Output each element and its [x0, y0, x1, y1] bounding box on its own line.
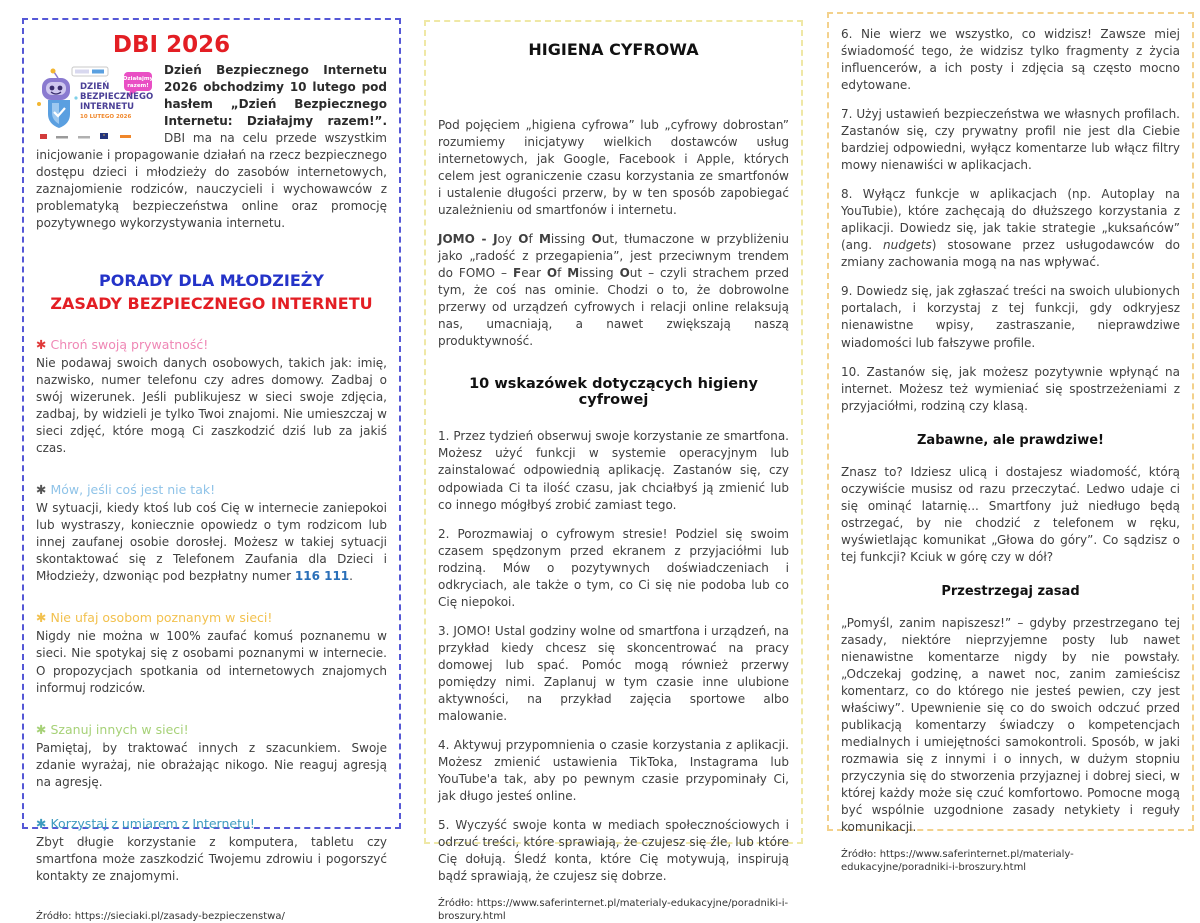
dbi-title: DBI 2026 [112, 32, 231, 58]
digital-hygiene-paragraph-1: Pod pojęciem „higiena cyfrowa” lub „cyfrowy dobrostan” rozumiemy inicjatywy wielkich dostawców usług internetowych, jak Google, Facebook i Apple, których celem jest ograniczenie czasu korzystania ze smartfonów i ustalenie długości przerw, by w ten sposób zapobiegać uzależnieniu od smartfonów i internetu. [438, 118, 789, 218]
rule-section-respect [36, 722, 387, 803]
rule-section-title [36, 482, 387, 497]
rule-title-text: Chroń swoją prywatność! [50, 337, 209, 353]
logo-ribbon-mark [75, 70, 89, 74]
middle-panel [424, 20, 803, 923]
intro-bold-text: Dzień Bezpiecznego Internetu 2026 obchodzimy 10 lutego pod hasłem „Dzień Bezpiecznego Internetu: Działajmy razem!”. [164, 63, 387, 129]
tip-item-8: 8. Wyłącz funkcje w aplikacjach (np. Autoplay na YouTubie), które zachęcają do dłuższego korzystania z aplikacji. Dowiedz się, jak takie strategie „kuksańców” (ang. nudgets) stosowane przez usługodawców do zmiany zachowania mogą na nas wpływać. [841, 187, 1180, 270]
source-link-saferinternet: Źródło: https://www.saferinternet.pl/materialy-edukacyjne/poradniki-i-broszury.html [438, 898, 789, 923]
funny-but-true-paragraph: Znasz to? Idziesz ulicą i dostajesz wiadomość, którą oczywiście musisz od razu przeczytać. Ledwo udaje ci się ominąć latarnię... Smartfony już niedługo będą ostrzegać, by nie chodzić z telefonem w ręku, wyświetlając komunikat „Głowa do góry”. Co sądzisz o tej funkcji? Kciuk w górę czy w dół? [841, 464, 1180, 564]
left-panel [22, 18, 401, 922]
follow-rules-heading: Przestrzegaj zasad [941, 583, 1080, 599]
intro-rest-text: DBI ma na celu przede wszystkim inicjowanie i propagowanie działań na rzecz bezpiecznego dostępu dzieci i młodzieży do zasobów internetowych, zaznajomienie rodziców, nauczycieli i wychowawców z problematyką bezpieczeństwa online oraz promocję pozytywnego wykorzystywania internetu. [36, 131, 387, 231]
rule-section-speak-up [36, 482, 387, 597]
tip-item-1: 1. Przez tydzień obserwuj swoje korzystanie ze smartfona. Możesz użyć funkcji w systemie operacyjnym lub zainstalować odpowiednią aplikację. Zastanów się, czy odpowiada Ci ta ilość czasu, jak chciałbyś ją zmienić lub co innego mógłbyś zrobić zamiast tego. [438, 429, 789, 512]
svg-text:BEZPIECZNEGO: BEZPIECZNEGO [80, 92, 154, 102]
dbi-intro-paragraph [36, 62, 387, 232]
porady-heading [36, 270, 387, 315]
rule-body-after-phone: . [349, 569, 353, 584]
funny-but-true-heading: Zabawne, ale prawdziwe! [917, 432, 1104, 448]
rule-section-moderation [36, 816, 387, 897]
asterisk-icon: ✱ [36, 610, 47, 626]
rule-body-before-phone: W sytuacji, kiedy ktoś lub coś Cię w internecie zaniepokoi lub wystraszy, koniecznie opowiedz o tym rodzicom lub innej zaufanej osobie dorosłej. Możesz w takiej sytuacji skontaktować się z Telefonem Zaufania dla Dzieci i Młodzieży, dzwoniąc pod bezpłatny numer [36, 501, 387, 584]
source-link-saferinternet-2: Źródło: https://www.saferinternet.pl/materialy-edukacyjne/poradniki-i-broszury.html [841, 849, 1074, 874]
source-link-sieciaki: Źródło: https://sieciaki.pl/zasady-bezpieczenstwa/ [36, 910, 285, 922]
rule-section-title [36, 337, 387, 352]
rule-body-text [36, 500, 387, 585]
rule-section-title [36, 722, 387, 737]
jomo-fomo-paragraph: JOMO - Joy Of Missing Out, tłumaczone w przybliżeniu jako „radość z przegapienia”, jest przeciwnym trendem do FOMO – Fear Of Missing Out – czyli strachem przed tym, że coś nas ominie. Chodzi o to, że dobrowolne przerwy od urządzeń cyfrowych i relacji online relaksują nas, umacniają, a nawet zwiększają naszą produktywność. [438, 232, 790, 349]
follow-rules-paragraph: „Pomyśl, zanim napiszesz!” – gdyby przestrzegano tej zasady, niektóre nieprzyjemne posty lub nawet nienawistne komentarze nigdy by nie powstały. „Odczekaj godzinę, a nawet noc, zanim zamieścisz komentarz, co do którego nie jesteś pewien, czy jest właściwy”. Upewnienie się co do swoich odczuć przed publikacją komentarzy świadczy o kompetencjach medialnych i umiejętności samokontroli. Sposób, w jaki rozmawia się z innymi i o innych, w dużym stopniu przyczynia się do stworzenia przyjaznej i dobrej sieci, w której każdy może się czuć komfortowo. Pomocne mogą być wspólnie uzgodnione zasady netykiety i reguły komunikacji. [841, 615, 1180, 835]
helpline-number: 116 111 [294, 569, 350, 584]
rule-body-text: Nie podawaj swoich danych osobowych, takich jak: imię, nazwisko, numer telefonu czy adres domowy. Zadbaj o swój wizerunek. Jeśli publikujesz w sieci swoje zdjęcia, zadbaj, by widzieli je tylko Twoi znajomi. Nie umieszczaj w sieci zdjęć, które mogą Ci zaszkodzić dziś lub za jakiś czas. [36, 356, 387, 456]
tip-item-6: 6. Nie wierz we wszystko, co widzisz! Zawsze miej świadomość tego, że widzisz tylko fragmenty z życia influencerów, a ich posty i zdjęcia są często mocno edytowane. [841, 27, 1180, 93]
shield-icon [48, 100, 70, 128]
svg-text:razem!: razem! [127, 83, 149, 89]
dbi-logo [36, 64, 156, 144]
rule-section-strangers [36, 610, 387, 708]
tip-item-4: 4. Aktywuj przypomnienia o czasie korzystania z aplikacji. Możesz zmienić ustawienia TikToka, Instagrama lub YouTube'a tak, aby po pewnym czasie przypominały Ci, jak długo jesteś online. [438, 737, 789, 803]
porady-heading-line2: ZASADY BEZPIECZNEGO INTERNETU [50, 293, 373, 313]
rule-title-text: Mów, jeśli coś jest nie tak! [50, 482, 216, 498]
tip-item-5: 5. Wyczyść swoje konta w mediach społecznościowych i odrzuć treści, które sprawiają, że czujesz się źle, lub które Cię dołują. Śledź konta, które Cię motywują, inspirują bądź sprawiają, że czujesz się dobrze. [438, 818, 789, 884]
partner-logos-strip [40, 133, 131, 139]
svg-text:10 LUTEGO 2026: 10 LUTEGO 2026 [80, 114, 132, 120]
rule-title-text: Szanuj innych w sieci! [50, 721, 189, 737]
rule-body-text: Pamiętaj, by traktować innych z szacunkiem. Swoje zdanie wyrażaj, nie obrażając nikogo. Nie reaguj agresją na agresję. [36, 740, 387, 789]
rule-section-privacy [36, 337, 387, 469]
asterisk-icon: ✱ [36, 721, 47, 737]
asterisk-icon: ✱ [36, 337, 47, 353]
asterisk-icon: ✱ [36, 815, 47, 831]
ten-tips-subheading: 10 wskazówek dotyczących higieny cyfrowej [469, 376, 758, 409]
rule-title-text: Nie ufaj osobom poznanym w sieci! [50, 610, 273, 626]
asterisk-icon: ✱ [36, 482, 47, 498]
tip-item-2: 2. Porozmawiaj o cyfrowym stresie! Podziel się swoim czasem spędzonym przed ekranem z przyjaciółmi lub rodziną. Mów o pozytywnych doświadczeniach i odkryciach, ale także o tym, co Ci się nie podoba lub co Cię niepokoi. [438, 526, 789, 609]
svg-text:DZIEŃ: DZIEŃ [80, 82, 110, 92]
svg-text:INTERNETU: INTERNETU [80, 102, 135, 112]
rule-body-text: Nigdy nie można w 100% zaufać komuś poznanemu w sieci. Nie spotykaj się z osobami poznanymi w internecie. O propozycjach spotkania od internetowych znajomych informuj rodziców. [36, 629, 387, 695]
rule-section-title [36, 610, 387, 625]
rule-section-title [36, 816, 387, 831]
right-panel [827, 12, 1194, 874]
svg-text:Działajmy: Działajmy [122, 76, 154, 82]
tip-item-10: 10. Zastanów się, jak możesz pozytywnie wpłynąć na internet. Możesz też wymieniać się spostrzeżeniami z przyjaciółmi, rodziną czy klasą. [841, 364, 1180, 413]
logo-ribbon-mark2 [92, 70, 104, 74]
rule-body-text: Zbyt długie korzystanie z komputera, tabletu czy smartfona może zaszkodzić Twojemu zdrowiu i pogorszyć kontakty ze znajomymi. [36, 834, 387, 883]
digital-hygiene-title: HIGIENA CYFROWA [528, 40, 699, 59]
porady-heading-line1: PORADY DLA MŁODZIEŻY [99, 271, 324, 291]
rule-title-text: Korzystaj z umiarem z Internetu! [50, 815, 255, 831]
tip-item-3: 3. JOMO! Ustal godziny wolne od smartfona i urządzeń, na przykład kiedy chcesz się skoncentrować na pracy domowej lub spać. Pomóc mogą również przerwy pomiędzy nimi. Zaplanuj w tym czasie inne ulubione aktywności, na przykład zajęcia sportowe albo malowanie. [438, 623, 789, 723]
dbi-logo-graphic [36, 64, 156, 144]
tip-item-7: 7. Użyj ustawień bezpieczeństwa we własnych profilach. Zastanów się, czy prywatny profil nie jest dla Ciebie bardziej odpowiedni, wyłącz komentarze lub włącz filtry mowy nienawiści w aplikacjach. [841, 107, 1180, 173]
tip-item-9: 9. Dowiedz się, jak zgłaszać treści na swoich ulubionych portalach, i korzystaj z tej funkcji, gdy odkryjesz nienawistne wpisy, zastraszanie, nieprawdziwe wiadomości lub fałszywe profile. [841, 284, 1180, 350]
